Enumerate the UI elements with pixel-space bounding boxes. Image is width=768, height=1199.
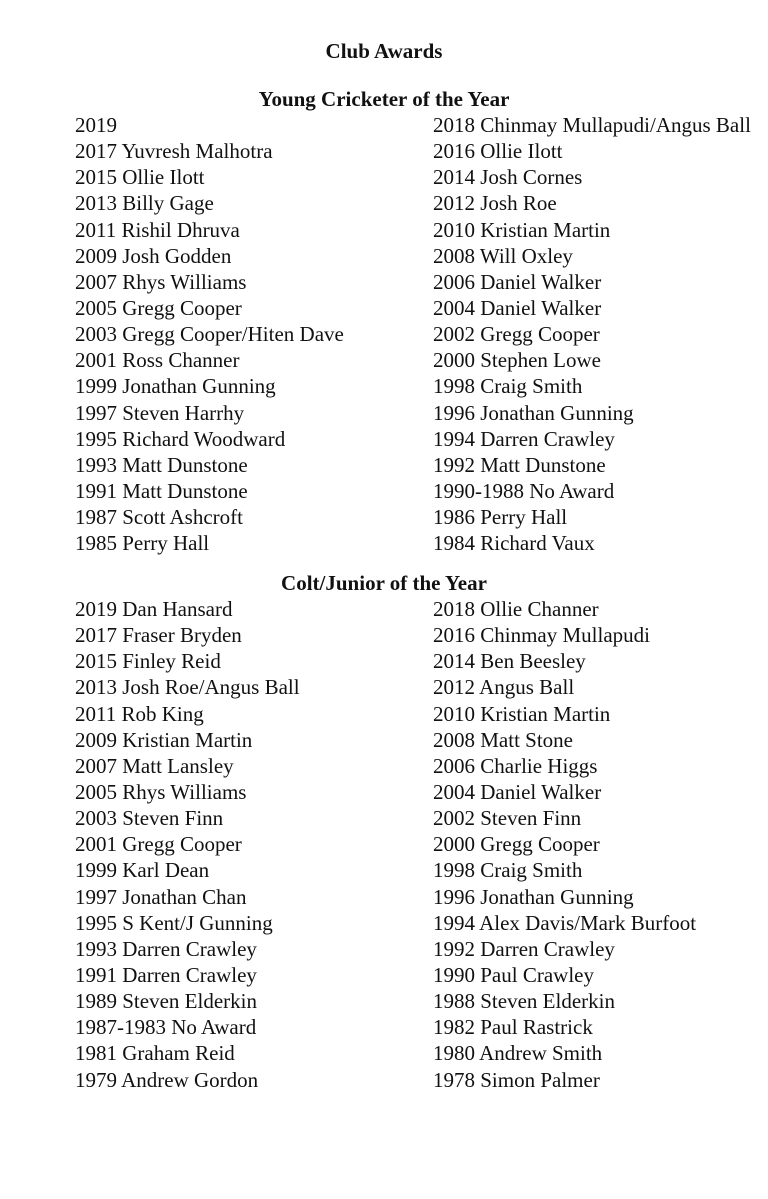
award-entry: 2019 Dan Hansard [75,597,233,621]
award-entry: 2012 Josh Roe [433,191,557,216]
award-entry: 2002 Steven Finn [433,806,582,831]
award-entry: 2013 Billy Gage [75,191,214,216]
award-entry: 2019 [75,113,117,137]
award-entry: 1981 Graham Reid [75,1041,235,1066]
award-entry: 2012 Angus Ball [433,675,575,700]
award-entry: 1989 Steven Elderkin [75,989,257,1014]
award-entry: 2009 Kristian Martin [75,727,253,752]
award-entry: 1987-1983 No Award [75,1015,257,1040]
award-entry: 1990 Paul Crawley [433,962,594,987]
award-entry: 2018 Ollie Channer [433,597,599,621]
award-entry: 1991 Darren Crawley [75,962,257,987]
award-entry: 2014 Ben Beesley [433,649,586,674]
award-entry: 2006 Daniel Walker [433,269,602,294]
award-entry: 2000 Gregg Cooper [433,832,600,857]
award-entry: 1982 Paul Rastrick [433,1015,593,1040]
award-entry: 1987 Scott Ashcroft [75,505,243,530]
colt-junior-awards-list [75,596,768,1093]
award-entry: 1978 Simon Palmer [433,1067,600,1092]
section-heading-colt-junior: Colt/Junior of the Year [281,571,487,595]
award-entry: 2011 Rishil Dhruva [75,217,240,242]
award-entry: 2011 Rob King [75,701,204,726]
award-entry: 2004 Daniel Walker [433,295,602,320]
award-entry: 1991 Matt Dunstone [75,478,248,503]
award-entry: 1979 Andrew Gordon [75,1067,259,1092]
award-entry: 1999 Karl Dean [75,858,210,883]
award-entry: 2010 Kristian Martin [433,217,611,242]
award-entry: 2005 Gregg Cooper [75,295,242,320]
award-entry: 1998 Craig Smith [433,858,583,883]
award-entry: 1980 Andrew Smith [433,1041,603,1066]
award-entry: 2008 Will Oxley [433,243,573,268]
award-entry: 1996 Jonathan Gunning [433,400,634,425]
award-entry: 2004 Daniel Walker [433,779,602,804]
award-entry: 2007 Matt Lansley [75,753,234,778]
award-entry: 2013 Josh Roe/Angus Ball [75,675,300,700]
award-entry: 2003 Gregg Cooper/Hiten Dave [75,322,344,347]
award-entry: 2003 Steven Finn [75,806,224,831]
award-entry: 1992 Matt Dunstone [433,452,606,477]
award-entry: 1997 Jonathan Chan [75,884,247,909]
award-entry: 2015 Ollie Ilott [75,165,205,190]
award-entry: 1984 Richard Vaux [433,531,595,556]
award-entry: 2001 Ross Channer [75,348,240,373]
page-title: Club Awards [325,39,443,63]
award-entry: 2006 Charlie Higgs [433,753,598,778]
award-entry: 1998 Craig Smith [433,374,583,399]
award-entry: 2005 Rhys Williams [75,779,247,804]
award-entry: 1992 Darren Crawley [433,936,615,961]
young-cricketer-awards-list [75,112,768,556]
award-entry: 1993 Darren Crawley [75,936,257,961]
award-entry: 2002 Gregg Cooper [433,322,600,347]
award-entry: 1993 Matt Dunstone [75,452,248,477]
award-entry: 2009 Josh Godden [75,243,232,268]
award-entry: 2010 Kristian Martin [433,701,611,726]
award-entry: 1994 Darren Crawley [433,426,615,451]
section-heading-young-cricketer: Young Cricketer of the Year [258,87,510,111]
award-entry: 1988 Steven Elderkin [433,989,615,1014]
award-entry: 1985 Perry Hall [75,531,210,556]
award-entry: 2016 Ollie Ilott [433,139,563,164]
award-entry: 1990-1988 No Award [433,478,615,503]
award-entry: 2016 Chinmay Mullapudi [433,623,650,648]
award-entry: 2000 Stephen Lowe [433,348,601,373]
award-entry: 1995 S Kent/J Gunning [75,910,273,935]
award-entry: 1996 Jonathan Gunning [433,884,634,909]
award-entry: 1999 Jonathan Gunning [75,374,276,399]
award-entry: 2017 Fraser Bryden [75,623,242,648]
award-entry: 1986 Perry Hall [433,505,568,530]
award-entry: 2007 Rhys Williams [75,269,247,294]
award-entry: 2008 Matt Stone [433,727,573,752]
award-entry: 2017 Yuvresh Malhotra [75,139,273,164]
award-entry: 2018 Chinmay Mullapudi/Angus Ball [433,113,751,137]
award-entry: 2015 Finley Reid [75,649,221,674]
award-entry: 2014 Josh Cornes [433,165,583,190]
award-entry: 2001 Gregg Cooper [75,832,242,857]
award-entry: 1994 Alex Davis/Mark Burfoot [433,910,697,935]
award-entry: 1995 Richard Woodward [75,426,286,451]
award-entry: 1997 Steven Harrhy [75,400,245,425]
